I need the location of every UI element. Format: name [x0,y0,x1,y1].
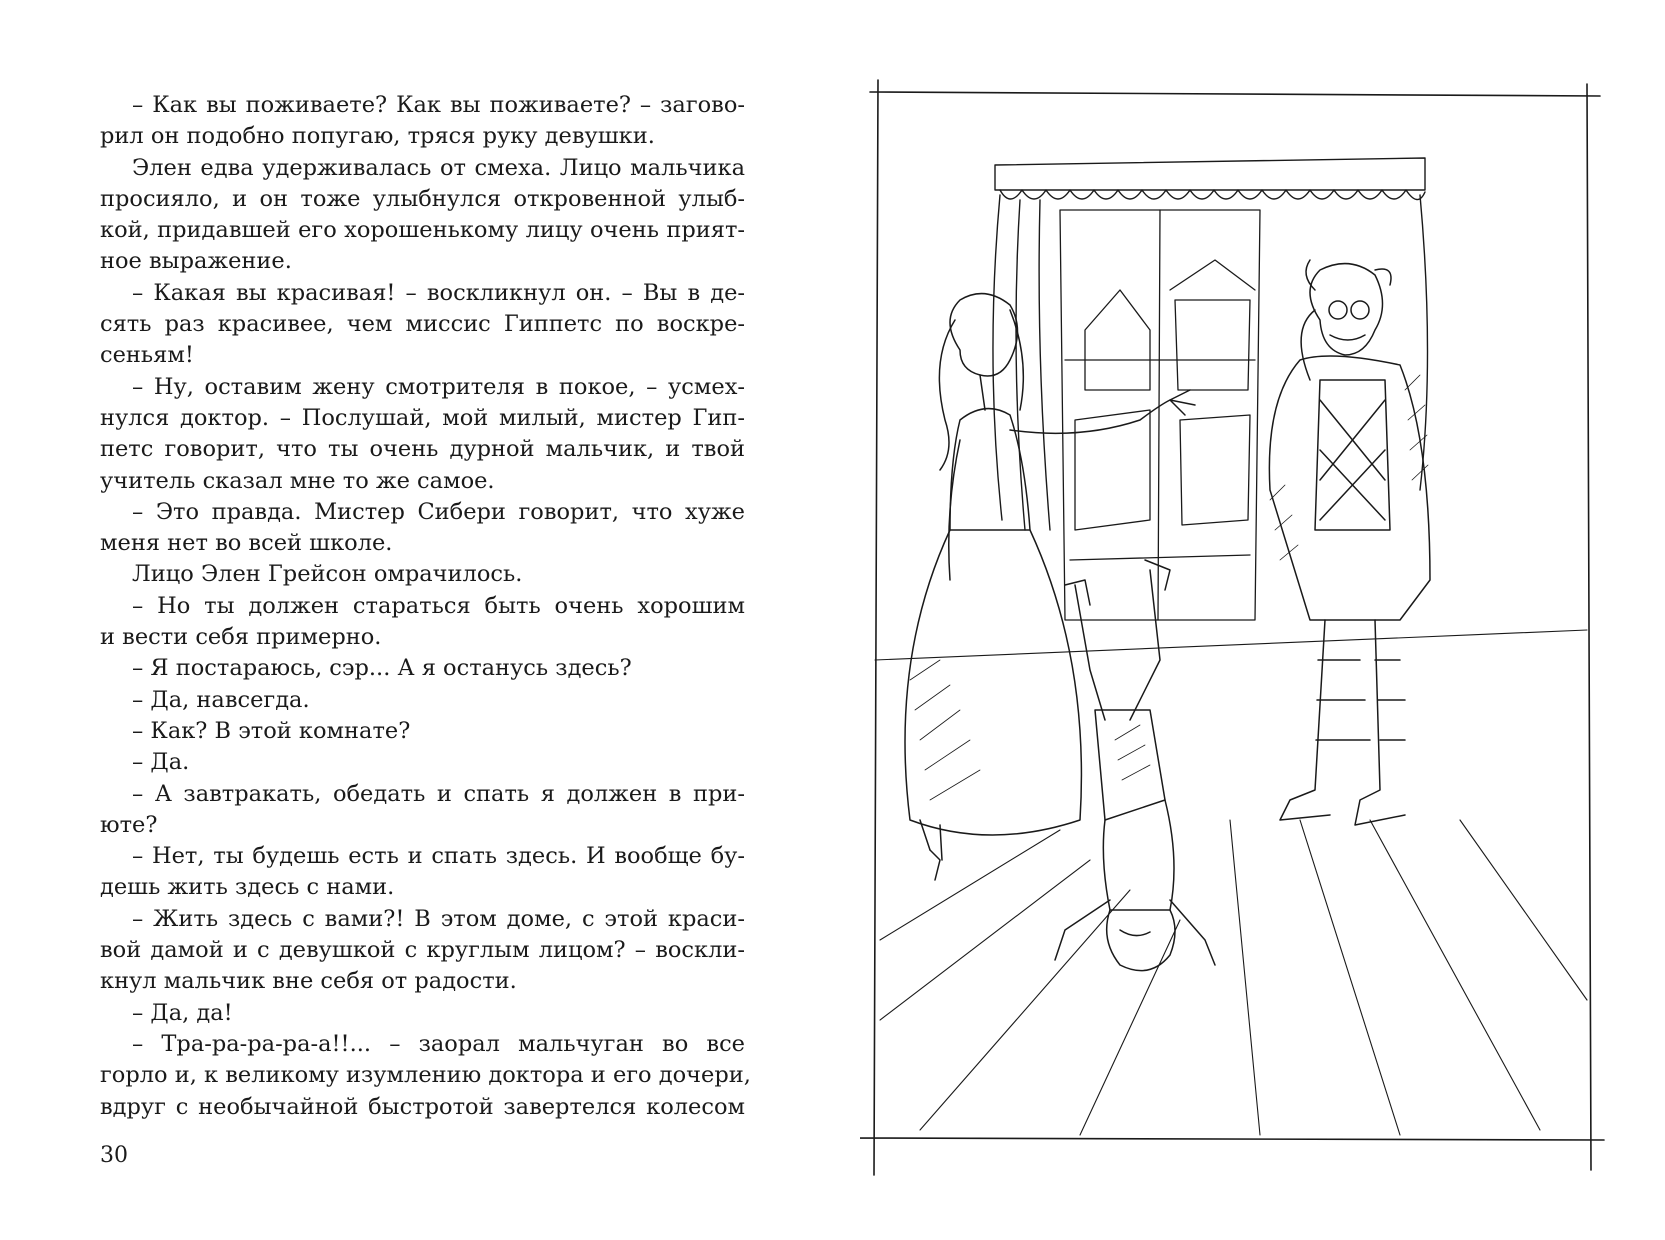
text-line: нулся доктор. – Послушай, мой милый, мистер Гип- [100,404,745,431]
text-line: дешь жить здесь с нами. [100,874,395,901]
text-line: – Но ты должен стараться быть очень хорошим [132,592,745,619]
text-line: – Как? В этой комнате? [132,717,411,744]
text-line: Элен едва удерживалась от смеха. Лицо мальчика [132,154,745,181]
text-line: – Да. [132,749,190,776]
text-line: – Ну, оставим жену смотрителя в покое, – усмех- [132,373,745,400]
text-line: кнул мальчик вне себя от радости. [100,968,517,995]
text-line: петс говорит, что ты очень дурной мальчик, и твой [100,436,745,463]
text-line: сеньям! [100,342,194,369]
illustration [860,60,1620,1190]
page-number: 30 [100,1143,128,1168]
left-page [0,0,820,1240]
text-line: – Тра-ра-ра-ра-а!!... – заорал мальчуган во все [132,1030,745,1057]
text-line: просияло, и он тоже улыбнулся откровенной улыб- [100,185,745,212]
body-text [100,90,751,1123]
text-line: – Да, да! [132,999,233,1026]
text-line: юте? [100,811,158,838]
text-line: – Нет, ты будешь есть и спать здесь. И вообще бу- [132,843,745,870]
text-line: – Как вы поживаете? Как вы поживаете? – загово- [132,92,745,118]
frame [860,80,1604,1175]
text-line: учитель сказал мне то же самое. [100,467,495,494]
text-line: – Какая вы красивая! – воскликнул он. – Вы в де- [132,279,745,306]
text-line: меня нет во всей школе. [100,530,393,557]
text-line: – А завтракать, обедать и спать я должен в при- [132,780,745,807]
floor [875,630,1587,1135]
text-line: – Это правда. Мистер Сибери говорит, что хуже [132,498,745,525]
text-line: сять раз красивее, чем миссис Гиппетс по воскре- [100,311,745,338]
text-line: – Да, навсегда. [132,686,310,713]
text-line: – Я постараюсь, сэр... А я останусь здесь? [132,655,632,682]
text-line: Лицо Элен Грейсон омрачилось. [132,561,523,588]
hatching [910,375,1428,800]
right-page [860,60,1620,1190]
man-figure [1269,260,1430,825]
text-line: горло и, к великому изумлению доктора и его дочери, [100,1062,751,1089]
text-line: вдруг с необычайной быстротой завертелся колесом [100,1093,745,1120]
text-line: рил он подобно попугаю, тряся руку девушки. [100,123,655,150]
text-line: ное выражение. [100,248,292,275]
text-line: кой, придавшей его хорошенькому лицу очень прият- [100,217,745,244]
window [1060,210,1260,620]
text-line: и вести себя примерно. [100,624,382,651]
boy-figure [1055,560,1215,971]
text-line: – Жить здесь с вами?! В этом доме, с этой краси- [132,905,745,932]
text-line: вой дамой и с девушкой с круглым лицом? – воскли- [100,937,745,964]
